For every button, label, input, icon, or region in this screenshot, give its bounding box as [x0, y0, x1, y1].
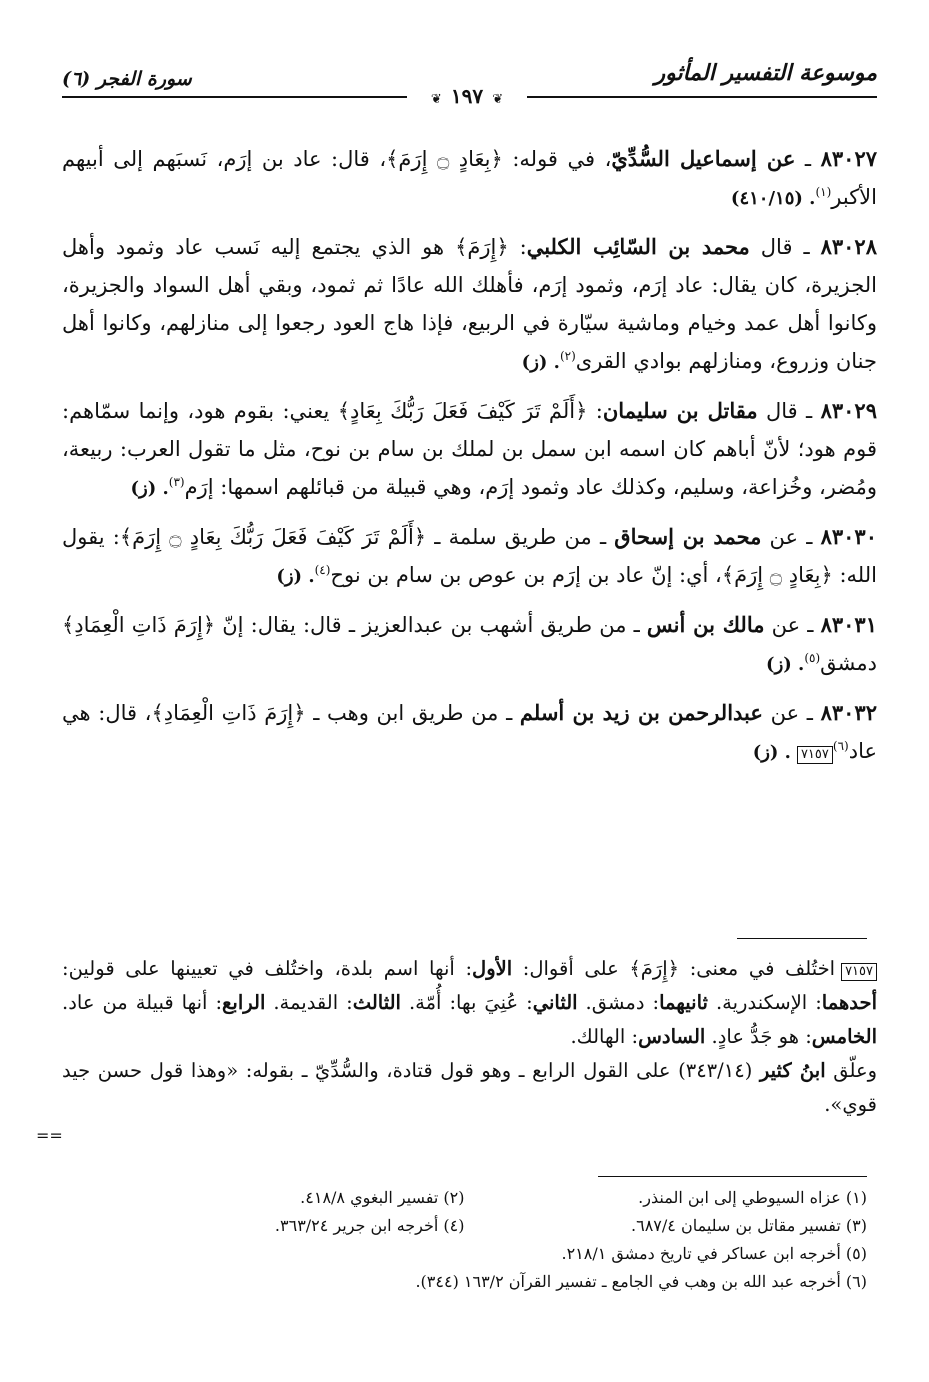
- opinion-label: الخامس: [811, 1025, 877, 1048]
- footnote-marker: (٤): [314, 563, 331, 577]
- entry-83031: [62, 606, 877, 684]
- page-header: [62, 60, 877, 110]
- main-text: [62, 140, 877, 782]
- entry-83028: [62, 228, 877, 382]
- commentary-text: : أنها اسم بلدة، واختُلف في تعيينها على قولين:: [62, 957, 473, 980]
- footnote-4: (٤) أخرجه ابن جرير ٣٦٣/٢٤.: [274, 1216, 465, 1235]
- entry-intro: قال: [757, 399, 798, 423]
- entry-text: ، في قوله: ﴿بِعَادٍ ۝ إِرَمَ﴾، قال: عاد بن إرَم، نَسبَهم إلى أبيهم الأكبر: [62, 147, 877, 209]
- commentary-text: (٣٤٣/١٤) على القول الرابع ـ وهو قول قتادة، والسُّدِّيّ ـ بقوله: «وهذا قول حسن جيد قوي».: [62, 1059, 877, 1116]
- commentary-text: اختُلف في معنى: ﴿إِرَمَ﴾ على أقوال:: [512, 957, 836, 980]
- book-title: موسوعة التفسير المأثور: [654, 60, 877, 86]
- ornament-left: ❦: [430, 92, 442, 107]
- entry-text: ـ من طريق أشهب بن عبدالعزيز ـ قال: يقال: إنّ ﴿إِرَمَ ذَاتِ الْعِمَادِ﴾ دمشق: [62, 613, 877, 675]
- footnote-2: (٢) تفسير البغوي ٤١٨/٨.: [300, 1188, 465, 1207]
- continuation-mark: ==: [36, 1126, 63, 1145]
- entry-text: : ﴿إِرَمَ﴾ هو الذي يجتمع إليه نَسب عاد وثمود وأهل الجزيرة، كان يقال: عاد إرَم، وثمود إرَم، فأهلك الله عادًا ثم ثمود، وبقي أهل السواد والجزيرة، وكانوا أهل عمد وخيام وماشية سيّارة في الربيع، فإذا هاج العود رجعوا إلى منازلهم، وكانوا أهل جنان وزروع، ومنازلهم بوادي القرى: [62, 235, 877, 373]
- entry-number: ٨٣٠٣٢: [820, 700, 877, 725]
- commentary-number-box: ٧١٥٧: [841, 963, 877, 981]
- commentary-separator: [737, 938, 867, 939]
- footnote-row: [62, 1184, 867, 1212]
- narrator-name: محمد بن السّائِب الكلبي: [526, 234, 750, 259]
- entry-number: ٨٣٠٣١: [820, 612, 877, 637]
- entry-text: ـ من طريق ابن وهب ـ ﴿إِرَمَ ذَاتِ الْعِمَادِ﴾، قال: هي عاد: [62, 701, 877, 763]
- entry-dash: ـ: [799, 701, 821, 725]
- commentary-block: [62, 952, 877, 1122]
- commentary-paragraph: [62, 952, 877, 1054]
- narrator-name: عبدالرحمن بن زيد بن أسلم: [519, 700, 763, 725]
- entry-intro: قال: [749, 235, 793, 259]
- commentary-paragraph: [62, 1054, 877, 1122]
- entry-83029: [62, 392, 877, 508]
- entry-intro: عن: [761, 525, 799, 549]
- footnote-marker: (٦): [832, 739, 849, 753]
- surah-title: سورة الفجر (٦): [62, 68, 192, 90]
- entry-reference: . (ز): [766, 654, 805, 675]
- opinion-label: الأول: [472, 957, 513, 980]
- footnote-row: [62, 1212, 867, 1240]
- entry-83030: [62, 518, 877, 596]
- opinion-label: أحدهما: [821, 991, 877, 1014]
- footnote-marker: (٢): [559, 349, 576, 363]
- commentary-text: : هو جَدُّ عادٍ.: [705, 1025, 812, 1048]
- entry-reference: . (ز): [130, 478, 169, 499]
- page-number-box: [407, 84, 527, 110]
- footnote-5: (٥) أخرجه ابن عساكر في تاريخ دمشق ٢١٨/١.: [561, 1244, 867, 1263]
- commentary-text: : الهالك.: [570, 1025, 639, 1048]
- narrator-name: مقاتل بن سليمان: [602, 398, 758, 423]
- narrator-name: مالك بن أنس: [646, 612, 765, 637]
- scholar-name: ابنُ كثير: [759, 1059, 826, 1082]
- entry-number: ٨٣٠٢٩: [820, 398, 877, 423]
- narrator-name: محمد بن إسحاق: [614, 524, 762, 549]
- commentary-text: : دمشق.: [577, 991, 660, 1014]
- commentary-text: : القديمة.: [265, 991, 353, 1014]
- entry-dash: ـ: [798, 525, 821, 549]
- entry-dash: ـ: [797, 399, 821, 423]
- entry-number: ٨٣٠٢٧: [820, 146, 878, 171]
- ornament-right: ❦: [492, 92, 504, 107]
- entry-intro: عن: [764, 613, 801, 637]
- footnote-3: (٣) تفسير مقاتل بن سليمان ٦٨٧/٤.: [631, 1216, 867, 1235]
- entry-intro: عن: [762, 701, 800, 725]
- narrator-name: عن إسماعيل السُّدِّيّ: [611, 146, 796, 171]
- entry-text: ـ من طريق سلمة ـ ﴿أَلَمْ تَرَ كَيْفَ فَعَلَ رَبُّكَ بِعَادٍ ۝ إِرَمَ﴾: يقول الله: ﴿بِعَادٍ ۝ إِرَمَ﴾، أي: إنّ عاد بن إرَم بن عوص بن سام بن نوح: [62, 525, 877, 587]
- footnote-1: (١) عزاه السيوطي إلى ابن المنذر.: [638, 1188, 867, 1207]
- entry-reference: . (ز): [276, 566, 315, 587]
- footnote-marker: (٣): [168, 475, 185, 489]
- footnote-separator: [598, 1176, 867, 1177]
- opinion-label: السادس: [638, 1025, 706, 1048]
- opinion-label: ثانيهما: [659, 991, 708, 1014]
- footnotes: [62, 1184, 867, 1296]
- entry-text: : ﴿أَلَمْ تَرَ كَيْفَ فَعَلَ رَبُّكَ بِعَادٍ﴾ يعني: بقوم هود، وإنما سمّاهم: قوم هود؛ لأنّ أباهم كان اسمه ابن سمل بن لملك بن سام بن نوح، مثل ما تقول العرب: ربيعة، ومُضر، وخُزاعة، وسليم، وكذلك عاد وثمود إرَم، وهي قبيلة من قبائلهم اسمها: إرَم: [62, 399, 877, 499]
- entry-dash: ـ: [792, 235, 821, 259]
- entry-reference: . (ز): [521, 352, 560, 373]
- opinion-label: الثاني: [532, 991, 578, 1014]
- entry-83027: [62, 140, 877, 218]
- footnote-6: (٦) أخرجه عبد الله بن وهب في الجامع ـ تفسير القرآن ١٦٣/٢ (٣٤٤).: [415, 1272, 867, 1291]
- page-number: ١٩٧: [450, 84, 484, 108]
- entry-dash: ـ: [795, 147, 821, 171]
- entry-reference: . (ز): [752, 742, 791, 763]
- commentary-text: : أنها قبيلة من عاد.: [62, 991, 223, 1014]
- footnote-marker: (١): [815, 185, 832, 199]
- commentary-ref-box: ٧١٥٧: [797, 746, 833, 764]
- commentary-text: : عُنِيَ بها: أُمّة.: [400, 991, 533, 1014]
- footnote-marker: (٥): [804, 651, 821, 665]
- entry-reference: . (٤١٠/١٥): [730, 188, 816, 209]
- entry-number: ٨٣٠٢٨: [820, 234, 877, 259]
- entry-number: ٨٣٠٣٠: [820, 524, 877, 549]
- opinion-label: الرابع: [222, 991, 266, 1014]
- entry-dash: ـ: [800, 613, 821, 637]
- commentary-text: وعلّق: [825, 1059, 877, 1082]
- opinion-label: الثالث: [352, 991, 401, 1014]
- commentary-text: : الإسكندرية.: [707, 991, 822, 1014]
- entry-83032: [62, 694, 877, 772]
